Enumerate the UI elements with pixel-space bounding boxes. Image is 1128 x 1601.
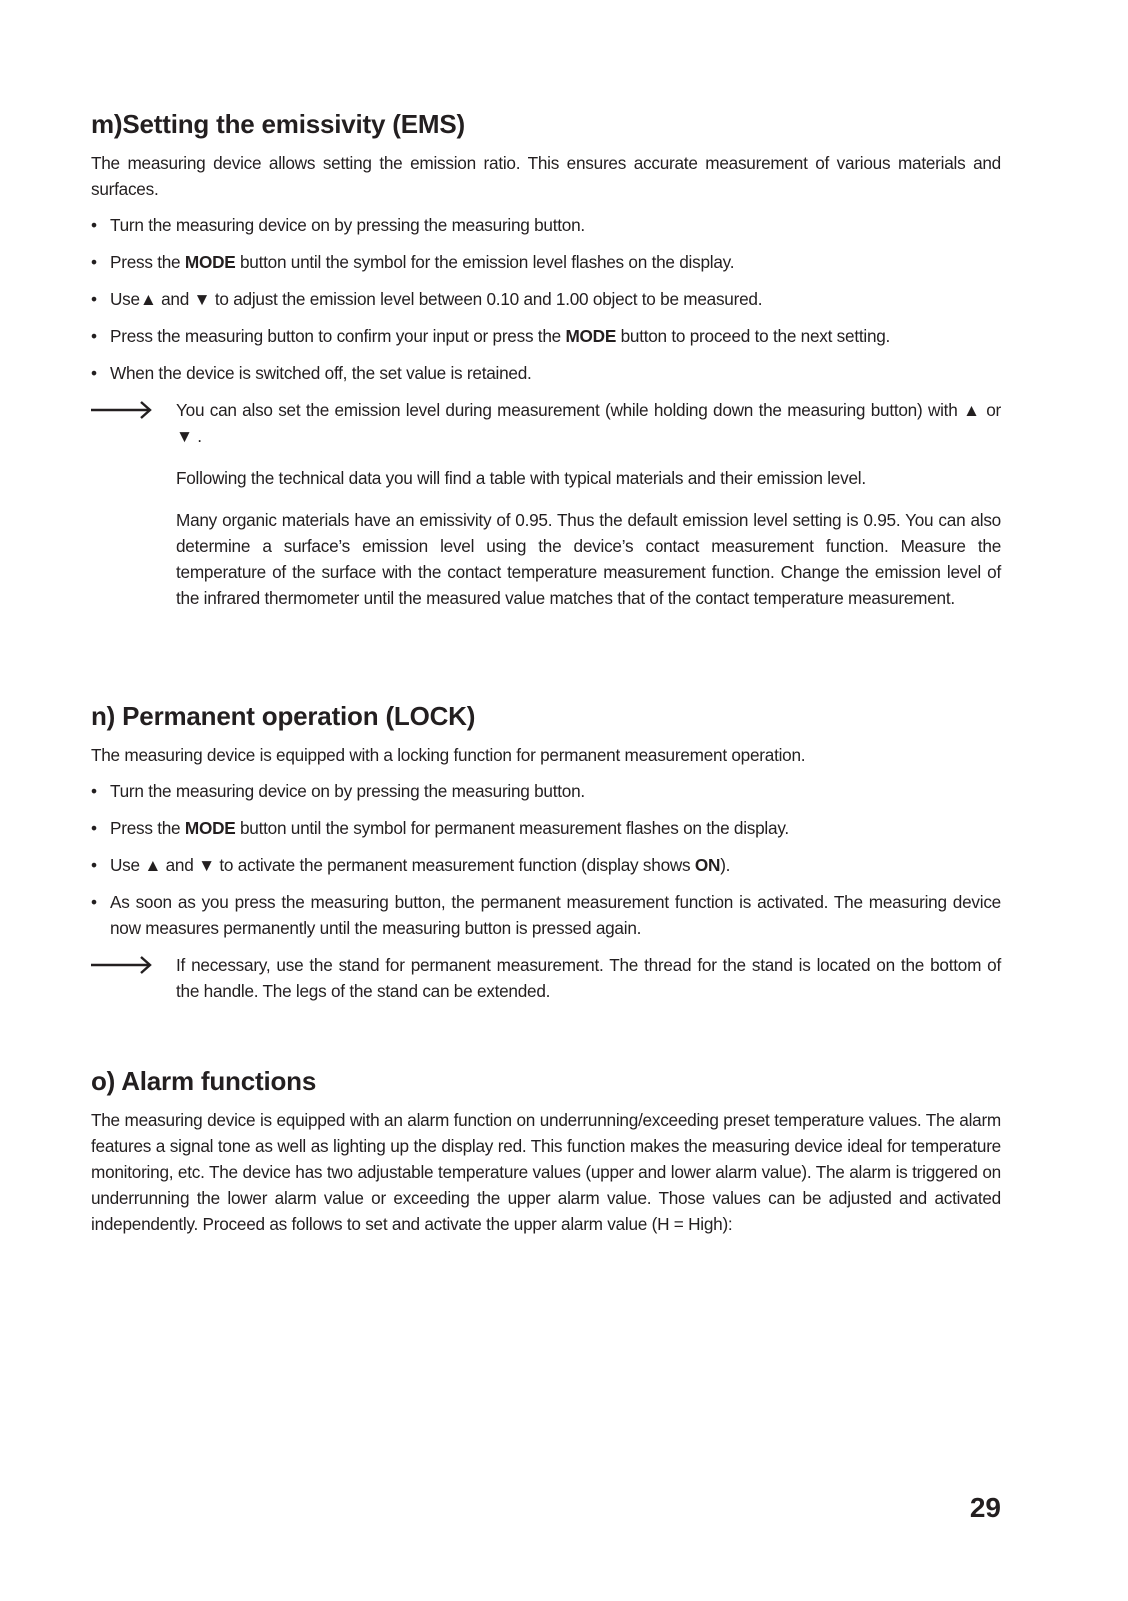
list-item: • Press the measuring button to confirm your input or press the MODE button to proceed to the next setting. [91, 323, 1001, 349]
note-paragraph: Following the technical data you will find a table with typical materials and their emission level. [176, 468, 866, 488]
bullet-icon: • [91, 855, 97, 875]
on-label: ON [694, 855, 721, 875]
list-item: • Turn the measuring device on by pressing the measuring button. [91, 212, 1001, 238]
list-item: • As soon as you press the measuring button, the permanent measurement function is activated. The measuring device now measures permanently until the measuring button is pressed again. [91, 889, 1001, 941]
note-block [91, 397, 1001, 611]
note-paragraph: If necessary, use the stand for permanent measurement. The thread for the stand is located on the bottom of the handle. The legs of the stand can be extended. [176, 955, 1001, 1001]
page-number: 29 [969, 1492, 1001, 1523]
list-item: • Turn the measuring device on by pressing the measuring button. [91, 778, 1001, 804]
list-item: • Press the MODE button until the symbol for the emission level flashes on the display. [91, 249, 1001, 275]
bullet-icon: • [91, 781, 97, 801]
section-intro: The measuring device is equipped with a locking function for permanent measurement operation. [91, 745, 806, 765]
mode-label: MODE [184, 818, 236, 838]
section-alarm-functions [91, 1065, 1001, 1237]
list-item: • Use ▲ and ▼ to activate the permanent measurement function (display shows ON). [91, 852, 1001, 878]
bullet-icon: • [91, 818, 97, 838]
section-intro: The measuring device is equipped with an alarm function on underrunning/exceeding preset temperature values. The alarm features a signal tone as well as lighting up the display red. This function makes the measuring device ideal for temperature monitoring, etc. The device has two adjustable temperature values (upper and lower alarm value). The alarm is triggered on underrunning the lower alarm value or exceeding the upper alarm value. Those values can be adjusted and activated independently. Proceed as follows to set and activate the upper alarm value (H = High): [91, 1110, 1001, 1234]
bullet-icon: • [91, 892, 97, 912]
bullet-icon: • [91, 252, 97, 272]
note-paragraph: Many organic materials have an emissivity of 0.95. Thus the default emission level setting is 0.95. You can also determine a surface’s emission level using the device’s contact measurement function. Measure the temperature of the surface with the contact temperature measurement function. Change the emission level of the infrared thermometer until the measured value matches that of the contact temperature measurement. [176, 510, 1001, 608]
note-block [91, 952, 1001, 1004]
bullet-list [91, 778, 1001, 941]
list-item: • Use▲ and ▼ to adjust the emission level between 0.10 and 1.00 object to be measured. [91, 286, 1001, 312]
section-heading: n) Permanent operation (LOCK) [91, 701, 476, 731]
arrow-right-icon [91, 954, 153, 976]
bullet-icon: • [91, 363, 97, 383]
arrow-right-icon [91, 399, 153, 421]
bullet-icon: • [91, 215, 97, 235]
bullet-list [91, 212, 1001, 386]
section-permanent-operation [91, 700, 1001, 1016]
bullet-icon: • [91, 289, 97, 309]
section-heading: o) Alarm functions [91, 1066, 317, 1096]
mode-label: MODE [184, 252, 236, 272]
mode-label: MODE [565, 326, 617, 346]
list-item: • Press the MODE button until the symbol for permanent measurement flashes on the display. [91, 815, 1001, 841]
list-item: • When the device is switched off, the set value is retained. [91, 360, 1001, 386]
note-paragraph: You can also set the emission level during measurement (while holding down the measuring button) with ▲ or ▼ . [176, 400, 1001, 446]
section-intro: The measuring device allows setting the emission ratio. This ensures accurate measurement of various materials and surfaces. [91, 153, 1001, 199]
section-heading: m)Setting the emissivity (EMS) [91, 109, 465, 139]
bullet-icon: • [91, 326, 97, 346]
section-emissivity [91, 108, 1001, 623]
